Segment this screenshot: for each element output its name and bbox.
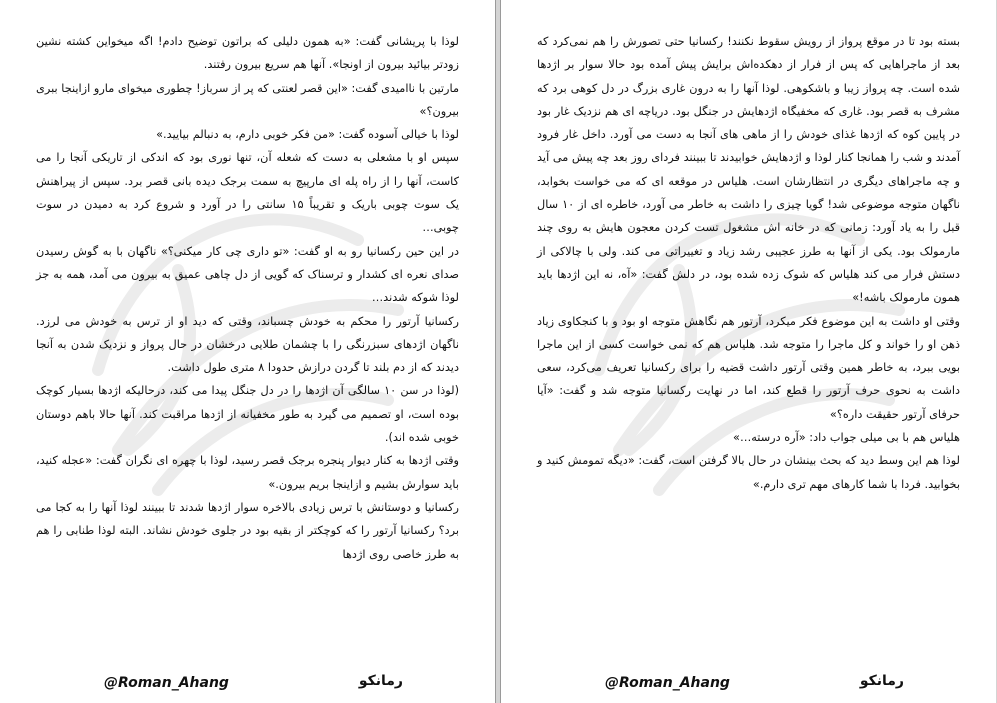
paragraph: رکسانیا آرتور را محکم به خودش چسباند، وقتی که دید او از ترس به خودش می لرزد. ناگهان اژدهای سبزرنگی را با چشمان طلایی درخشان در حال پرواز و نزدیک شدن به آنجا دیدند که از دم بلند تا گردن درازش حدودا ۸ متری طول داشت. [36, 314, 459, 375]
left-page [0, 0, 496, 703]
paragraph: لوذا با خیالی آسوده گفت: «من فکر خوبی دارم، به دنبالم بیایید.» [156, 128, 459, 142]
paragraph: وقتی او داشت به این موضوع فکر میکرد، آرتور هم نگاهش متوجه او بود و با کنجکاوی زیاد ذهن او را خواند و کل ماجرا را متوجه شد. هلیاس هم که نمی خواست کسی از این ماجرا بویی ببرد، به خاطر همین وقتی آرتور داشت قضیه را برای رکسانیا تعریف می‌کرد، سعی داشت به نحوی حرف آرتور را قطع کند، اما در نهایت رکسانیا متوجه شد و گفت: «آیا حرفای آرتور حقیقت داره؟» [537, 314, 960, 421]
paragraph: لوذا هم این وسط دید که بحث بینشان در حال بالا گرفتن است، گفت: «دیگه تمومش کنید و بخوابید. فردا با شما کارهای مهم تری دارم.» [537, 454, 960, 491]
footer-brand-name: رمانکو [859, 673, 904, 689]
paragraph: (لوذا در سن ۱۰ سالگی آن اژدها را در دل جنگل پیدا می کند، درحالیکه اژدها بسیار کوچک بوده است، او تصمیم می گیرد به طور مخفیانه از اژدها مراقبت کند. آنها حالا باهم دوستان خوبی شده اند). [36, 384, 459, 445]
paragraph: در این حین رکسانیا رو به او گفت: «تو داری چی کار میکنی؟» ناگهان با به گوش رسیدن صدای نعره ای کشدار و ترسناک که گویی از دل چاهی عمیق به بیرون می آمد، همه به جز لوذا شوکه شدند… [36, 244, 459, 305]
paragraph: هلیاس هم با بی میلی جواب داد: «آره درسته…» [733, 431, 960, 445]
paragraph: لوذا با پریشانی گفت: «به همون دلیلی که براتون توضیح دادم! اگه میخواین کشته نشین زودتر بیائید بیرون از اونجا». آنها هم سریع بیرون رفتند. [36, 35, 459, 72]
footer-brand-name: رمانکو [358, 673, 403, 689]
footer-channel-handle: @Roman_Ahang [104, 675, 229, 691]
paragraph: مارتین با ناامیدی گفت: «این قصر لعنتی که پر از سرباز! چطوری میخوای مارو ازاینجا ببری بیرون؟» [36, 81, 459, 118]
paragraph: بسته بود تا در موقع پرواز از رویش سقوط نکنند! رکسانیا حتی تصورش را هم نمی‌کرد که بعد از ماجراهایی که پس از فرار از دهکده‌اش برایش پیش آمده بود حالا سوار بر اژدها شده است. چه پرواز زیبا و باشکوهی. لوذا آنها را به درون غاری بزرگ در دل کوهی برد که مشرف به قصر بود. غاری که مخفیگاه اژدهایش در جنگل بود. دریاچه ای هم نزدیک غار بود در پایین کوه که اژدها غذای خودش را از ماهی های آنجا به دست می آورد. داخل غار فرود آمدند و شب را همانجا کنار لوذا و اژدهایش خوابیدند تا ببینند فردای روز بعد چه پیش می آید و چه ماجراهای دیگری در انتظارشان است. هلیاس در موقعه ای که می خواست بخوابد، ناگهان متوجه موضوعی شد! گویا چیزی را داشت به خاطر می آورد، خاطره ای از ۱۰ سال قبل را به یاد آورد: زمانی که در خانه اش مشغول تست کردن معجون هایش به روی چند مارمولک بود. یکی از آنها به طرز عجیبی رشد زیاد و تغییراتی می کند. ولی با چالاکی از دستش فرار می کند هلیاس که شوک زده شده بود، در دلش گفت: «آه، نه این اژدها باید همون مارمولک باشه!» [537, 35, 960, 305]
paragraph: وقتی اژدها به کنار دیوار پنجره برجک قصر رسید، لوذا با چهره ای نگران گفت: «عجله کنید، باید سوارش بشیم و ازاینجا بریم بیرون.» [36, 454, 459, 491]
right-page [500, 0, 996, 703]
paragraph: رکسانیا و دوستانش با ترس زیادی بالاخره سوار اژدها شدند تا ببینند لوذا آنها را به کجا می برد؟ رکسانیا آرتور را که کوچکتر از بقیه بود در جلوی خودش نشاند. البته لوذا طنابی را هم به طرز خاصی روی اژدها [36, 500, 459, 561]
footer-channel-handle: @Roman_Ahang [605, 675, 730, 691]
page-body-text [537, 30, 960, 496]
page-body-text [36, 30, 459, 566]
paragraph: سپس او با مشعلی به دست که شعله آن، تنها نوری بود که اندکی از تاریکی آنجا را می کاست، آنها را از راه پله ای مارپیچ به سمت برجک دیده بانی قصر برد. سپس از پیراهنش یک سوت چوبی باریک و تقریباً ۱۵ سانتی را در آورد و شروع کرد به دمیدن در سوت چوبی… [36, 151, 459, 235]
